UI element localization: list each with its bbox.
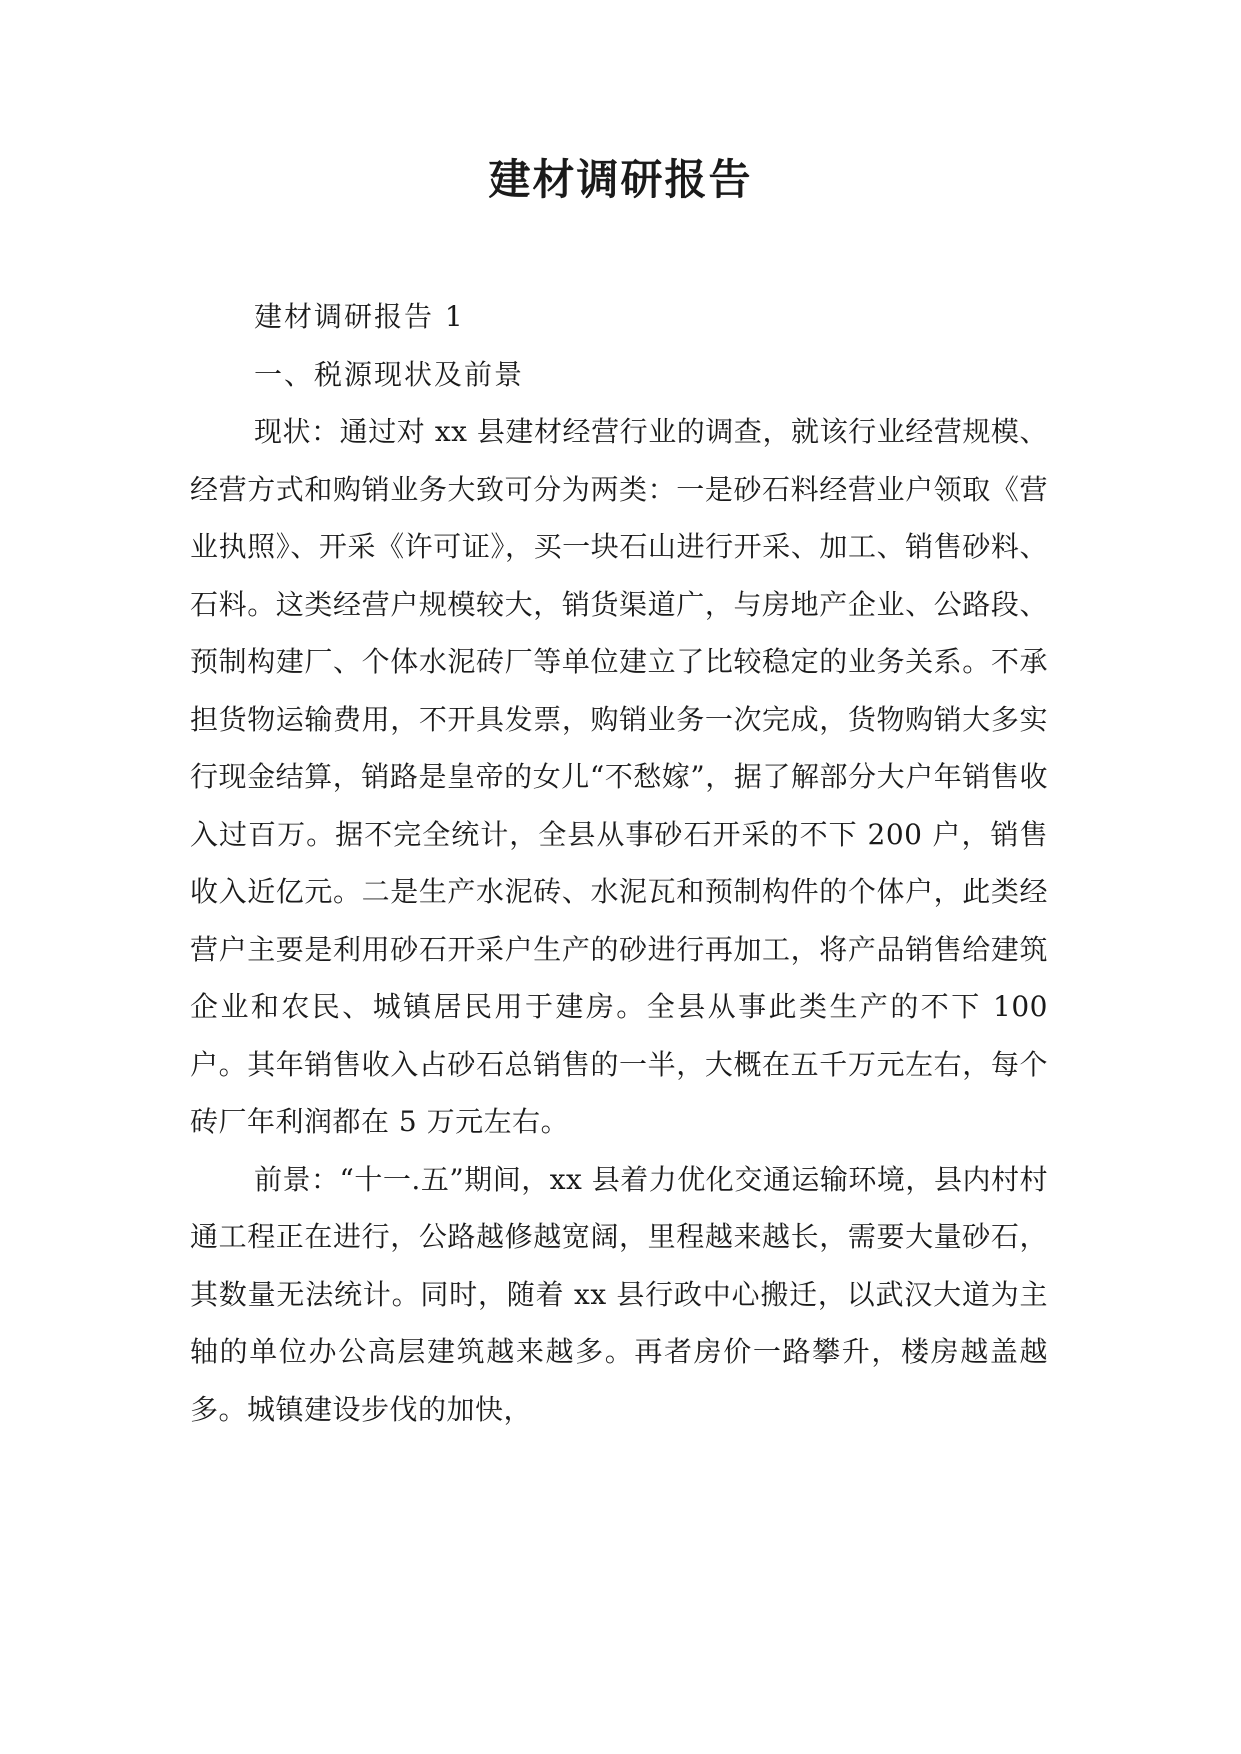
section-heading: 建材调研报告 1 [254,300,465,333]
subsection-heading: 一、税源现状及前景 [254,357,525,391]
document-body [190,288,1048,1438]
paragraph-prospects: 前景：“十一.五”期间，xx 县着力优化交通运输环境，县内村村通工程正在进行，公路越修越宽阔，里程越来越长，需要大量砂石，其数量无法统计。同时，随着 xx 县行政中心搬迁，以武汉大道为主轴的单位办公高层建筑越来越多。再者房价一路攀升，楼房越盖越多。城镇建设步伐的加快， [190,1162,1048,1426]
paragraph-status: 现状：通过对 xx 县建材经营行业的调查，就该行业经营规模、经营方式和购销业务大致可分为两类：一是砂石料经营业户领取《营业执照》、开采《许可证》，买一块石山进行开采、加工、销售砂料、石料。这类经营户规模较大，销货渠道广，与房地产企业、公路段、预制构建厂、个体水泥砖厂等单位建立了比较稳定的业务关系。不承担货物运输费用，不开具发票，购销业务一次完成，货物购销大多实行现金结算，销路是皇帝的女儿“不愁嫁”，据了解部分大户年销售收入过百万。据不完全统计，全县从事砂石开采的不下 200 户，销售收入近亿元。二是生产水泥砖、水泥瓦和预制构件的个体户，此类经营户主要是利用砂石开采户生产的砂进行再加工，将产品销售给建筑企业和农民、城镇居民用于建房。全县从事此类生产的不下 100 户。其年销售收入占砂石总销售的一半，大概在五千万元左右，每个砖厂年利润都在 5 万元左右。 [190,415,1048,1138]
document-title: 建材调研报告 [488,155,753,204]
